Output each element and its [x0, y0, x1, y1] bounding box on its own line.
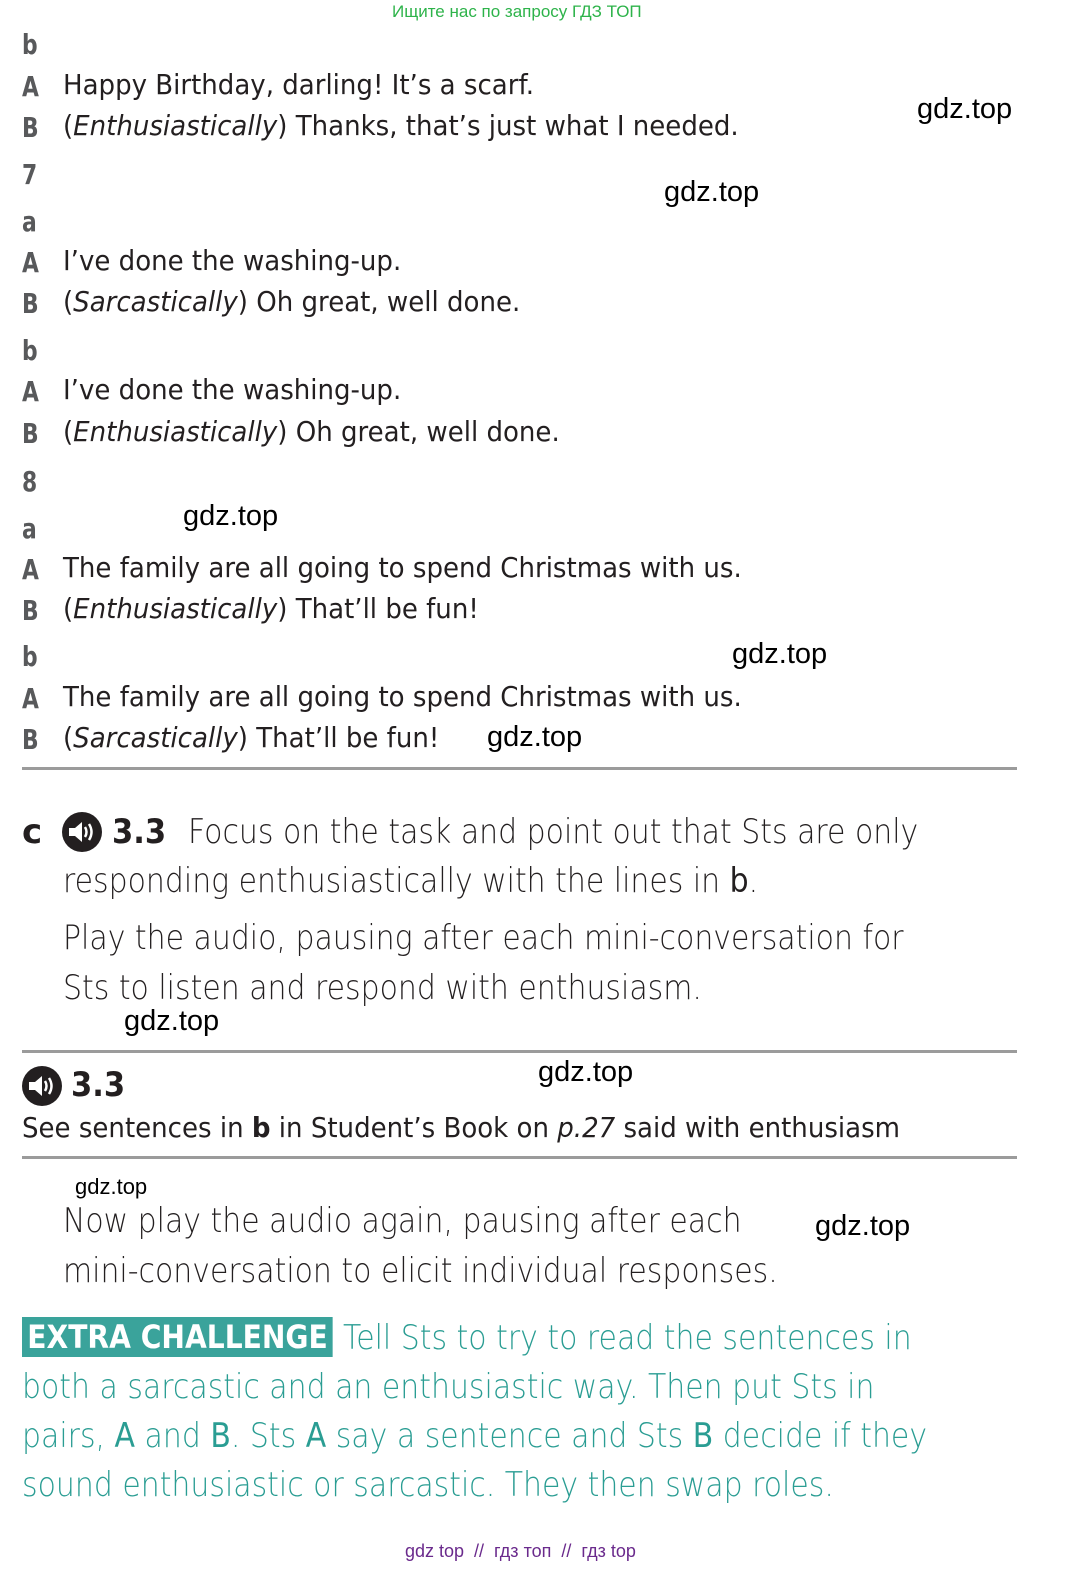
speaker-b-line: (Sarcastically) That’ll be fun! — [63, 721, 440, 754]
item-number: 7 — [22, 158, 38, 191]
speaker-icon — [62, 812, 102, 852]
item-number: 8 — [22, 465, 38, 498]
speaker-b-line: (Enthusiastically) Thanks, that’s just what I needed. — [63, 109, 739, 142]
speaker-b-label: B — [22, 287, 39, 320]
extra-challenge-text: pairs, A and B. Sts A say a sentence and Sts B decide if they — [22, 1416, 928, 1456]
speaker-a-label: A — [22, 375, 39, 408]
speaker-icon — [22, 1066, 62, 1106]
speaker-a-line: I’ve done the washing-up. — [63, 244, 402, 277]
speaker-a-label: A — [22, 682, 39, 715]
extra-challenge-text: sound enthusiastic or sarcastic. They then swap roles. — [22, 1465, 834, 1505]
instruction-line: Now play the audio again, pausing after each — [63, 1201, 742, 1241]
speaker-b-line: (Enthusiastically) Oh great, well done. — [63, 415, 560, 448]
section-divider — [22, 767, 1017, 770]
item-label: a — [22, 205, 37, 238]
speaker-a-line: Happy Birthday, darling! It’s a scarf. — [63, 68, 535, 101]
instruction-line: Sts to listen and respond with enthusiasm. — [63, 968, 702, 1008]
speaker-a-line: The family are all going to spend Christmas with us. — [63, 680, 742, 713]
speaker-a-line: I’ve done the washing-up. — [63, 373, 402, 406]
speaker-b-label: B — [22, 594, 39, 627]
watermark: gdz.top — [487, 721, 583, 753]
instruction-line: Play the audio, pausing after each mini-conversation for — [63, 918, 904, 958]
speaker-b-line: (Enthusiastically) That’ll be fun! — [63, 592, 479, 625]
watermark: gdz.top — [183, 500, 279, 532]
watermark: gdz.top — [124, 1005, 220, 1037]
item-label: b — [22, 334, 38, 367]
item-label: b — [22, 640, 38, 673]
speaker-a-label: A — [22, 553, 39, 586]
footer-watermark: gdz top // гдз топ // гдз top — [405, 1541, 636, 1561]
audio-track-number: 3.3 — [71, 1065, 126, 1105]
section-divider — [22, 1156, 1017, 1159]
item-label: b — [22, 28, 38, 61]
speaker-b-label: B — [22, 723, 39, 756]
section-divider — [22, 1050, 1017, 1053]
audio-script-text: See sentences in b in Student’s Book on p.27 said with enthusiasm — [22, 1111, 901, 1144]
watermark: gdz.top — [917, 93, 1013, 125]
watermark: gdz.top — [732, 638, 828, 670]
track-number: 3.3 — [112, 812, 167, 852]
speaker-a-label: A — [22, 246, 39, 279]
watermark: gdz.top — [815, 1210, 911, 1242]
speaker-b-label: B — [22, 417, 39, 450]
audio-play-button[interactable] — [62, 812, 102, 852]
watermark: gdz.top — [664, 176, 760, 208]
speaker-b-line: (Sarcastically) Oh great, well done. — [63, 285, 521, 318]
extra-challenge-text: both a sarcastic and an enthusiastic way. Then put Sts in — [22, 1367, 875, 1407]
extra-challenge-badge: EXTRA CHALLENGE — [22, 1318, 333, 1356]
speaker-b-label: B — [22, 111, 39, 144]
extra-challenge-text: Tell Sts to try to read the sentences in — [343, 1318, 912, 1358]
item-label: a — [22, 512, 37, 545]
part-letter: c — [22, 812, 43, 852]
audio-play-button[interactable] — [22, 1066, 62, 1106]
header-watermark: Ищите нас по запросу ГДЗ ТОП — [392, 2, 642, 21]
watermark: gdz.top — [75, 1174, 148, 1199]
watermark: gdz.top — [538, 1056, 634, 1088]
instruction-line: Focus on the task and point out that Sts are only — [188, 812, 919, 852]
instruction-line: mini-conversation to elicit individual responses. — [63, 1251, 778, 1291]
instruction-line: responding enthusiastically with the lines in b. — [63, 861, 759, 901]
speaker-a-line: The family are all going to spend Christmas with us. — [63, 551, 742, 584]
speaker-a-label: A — [22, 70, 39, 103]
